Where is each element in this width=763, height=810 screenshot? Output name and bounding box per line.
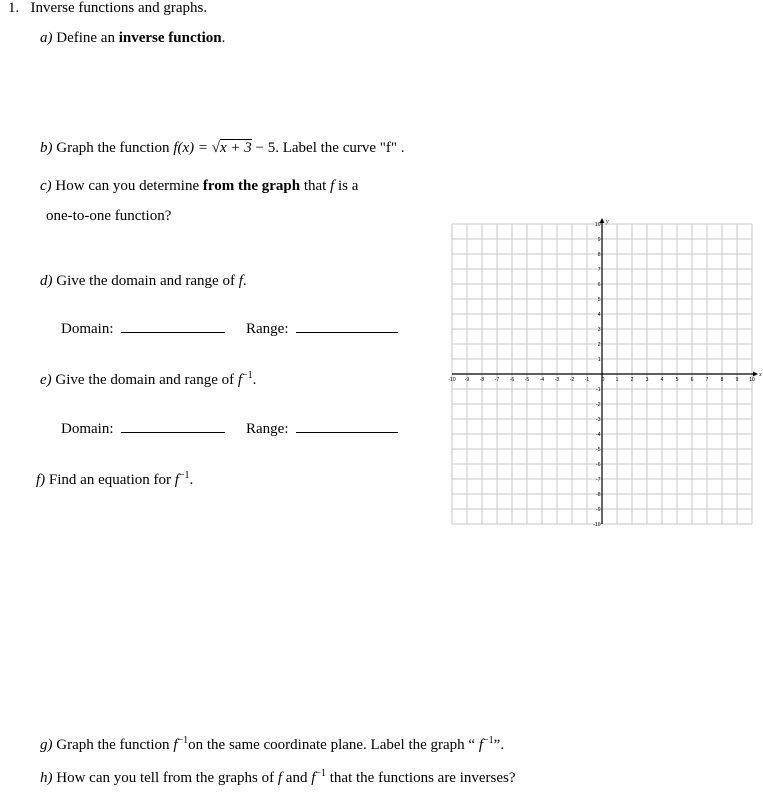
domain-row-d (61, 321, 225, 338)
y-tick-label: 9 (597, 237, 601, 243)
x-axis-arrow (753, 372, 758, 377)
part-c (40, 178, 358, 195)
part-h (40, 768, 516, 787)
part-a-label: a) (40, 30, 53, 46)
part-b-post: . Label the curve "f" . (275, 140, 405, 156)
part-e-post: . (252, 372, 257, 388)
part-g-quote-end: ”. (493, 737, 505, 753)
x-tick-label: 8 (720, 377, 724, 383)
part-g-quote-sup: −1 (483, 735, 494, 746)
part-e (40, 370, 256, 389)
part-e-sup: −1 (242, 370, 253, 381)
part-d-post: . (242, 273, 247, 289)
x-tick-label: -3 (554, 377, 560, 383)
x-tick-label: 10 (749, 377, 755, 383)
domain-blank-e[interactable] (121, 431, 225, 433)
x-axis-label: x (759, 372, 762, 378)
x-tick-label: -6 (509, 377, 515, 383)
part-f-sup: −1 (178, 470, 190, 481)
y-tick-label: -9 (596, 507, 601, 513)
y-tick-label: 4 (597, 312, 601, 318)
part-f-finv: f (174, 472, 179, 488)
range-label-d: Range: (246, 321, 289, 337)
part-d-label: d) (40, 273, 53, 289)
x-tick-label: 6 (690, 377, 694, 383)
part-h-finv: f (311, 770, 316, 786)
part-b-radicand: x + 3 (219, 140, 252, 156)
part-a-text: Define an (56, 30, 119, 46)
x-tick-label: -9 (464, 377, 470, 383)
y-tick-label: -2 (596, 402, 601, 408)
x-tick-label: 4 (660, 377, 664, 383)
part-c-text: How can you determine (55, 178, 203, 194)
y-tick-label: 6 (597, 282, 601, 288)
part-f-label: f) (36, 472, 46, 488)
x-tick-label: -7 (494, 377, 500, 383)
y-tick-label: -3 (596, 417, 601, 423)
x-tick-label: 9 (735, 377, 739, 383)
part-e-finv: f (237, 372, 243, 388)
y-tick-label: 3 (597, 327, 601, 333)
x-tick-label: 2 (630, 377, 634, 383)
y-tick-label: 2 (597, 342, 601, 348)
x-tick-label: 7 (705, 377, 709, 383)
part-c-mid: that (300, 178, 331, 194)
part-b-label: b) (40, 140, 53, 156)
y-tick-label: -8 (596, 492, 601, 498)
part-g-quote-f: f (478, 737, 484, 753)
part-c-line2: one-to-one function? (46, 208, 172, 224)
sqrt-symbol: √ (211, 140, 220, 156)
part-d-f: f (238, 273, 243, 289)
x-tick-label: -2 (569, 377, 575, 383)
domain-label-e: Domain: (61, 421, 114, 437)
part-d (40, 273, 247, 290)
x-tick-label: 1 (615, 377, 619, 383)
part-c-post: is a (334, 178, 359, 194)
y-tick-label: 7 (597, 267, 601, 273)
x-tick-label: 3 (645, 377, 649, 383)
part-b-func: f(x) = (173, 140, 212, 156)
y-tick-label: 5 (597, 297, 601, 303)
y-tick-label: -1 (596, 387, 601, 393)
domain-label-d: Domain: (61, 321, 114, 337)
range-row-d (246, 321, 398, 338)
y-tick-label: -10 (593, 522, 601, 528)
part-d-text: Give the domain and range of (56, 273, 239, 289)
part-a-bold: inverse function (118, 30, 222, 46)
part-f-text: Find an equation for (48, 472, 175, 488)
y-tick-label: 10 (594, 222, 601, 228)
x-tick-label: 0 (601, 377, 605, 383)
part-g (40, 735, 504, 754)
x-tick-label: -10 (448, 377, 456, 383)
y-tick-label: -7 (596, 477, 601, 483)
y-tick-label: -5 (596, 447, 601, 453)
part-b (40, 140, 405, 157)
part-g-post: on the same coordinate plane. Label the graph “ (188, 737, 479, 753)
x-tick-label: -1 (584, 377, 590, 383)
part-a (40, 30, 225, 47)
part-g-finv: f (173, 737, 178, 753)
x-tick-label: -5 (524, 377, 530, 383)
part-h-label: h) (40, 770, 53, 786)
question-heading (8, 0, 207, 17)
domain-blank-d[interactable] (121, 331, 225, 333)
part-c-label: c) (40, 178, 52, 194)
x-tick-label: 5 (675, 377, 679, 383)
y-tick-label: 8 (597, 252, 601, 258)
x-tick-label: -8 (479, 377, 485, 383)
part-g-text: Graph the function (56, 737, 174, 753)
part-f-post: . (189, 472, 194, 488)
part-g-sup: −1 (177, 735, 189, 746)
part-a-post: . (221, 30, 226, 46)
coordinate-grid[interactable] (440, 216, 762, 529)
part-c-f: f (330, 178, 335, 194)
y-axis-label: y (606, 219, 609, 225)
question-title: Inverse functions and graphs. (30, 0, 208, 16)
part-b-rest: − 5 (251, 140, 276, 156)
part-e-label: e) (40, 372, 52, 388)
part-f (36, 470, 193, 489)
range-row-e (246, 421, 398, 438)
y-tick-label: -6 (596, 462, 601, 468)
part-h-post: that the functions are inverses? (326, 770, 516, 786)
range-blank-e[interactable] (296, 431, 398, 433)
range-label-e: Range: (246, 421, 289, 437)
y-tick-label: -4 (596, 432, 601, 438)
part-c-bold: from the graph (202, 178, 301, 194)
part-h-and: and (282, 770, 312, 786)
part-e-text: Give the domain and range of (55, 372, 238, 388)
part-h-text: How can you tell from the graphs of (56, 770, 278, 786)
question-number: 1. (8, 0, 20, 16)
x-tick-label: -4 (539, 377, 545, 383)
y-tick-label: 1 (597, 357, 601, 363)
part-g-label: g) (40, 737, 53, 753)
part-h-f: f (277, 770, 283, 786)
range-blank-d[interactable] (296, 331, 398, 333)
domain-row-e (61, 421, 225, 438)
part-h-sup: −1 (315, 768, 327, 779)
part-b-text: Graph the function (56, 140, 174, 156)
